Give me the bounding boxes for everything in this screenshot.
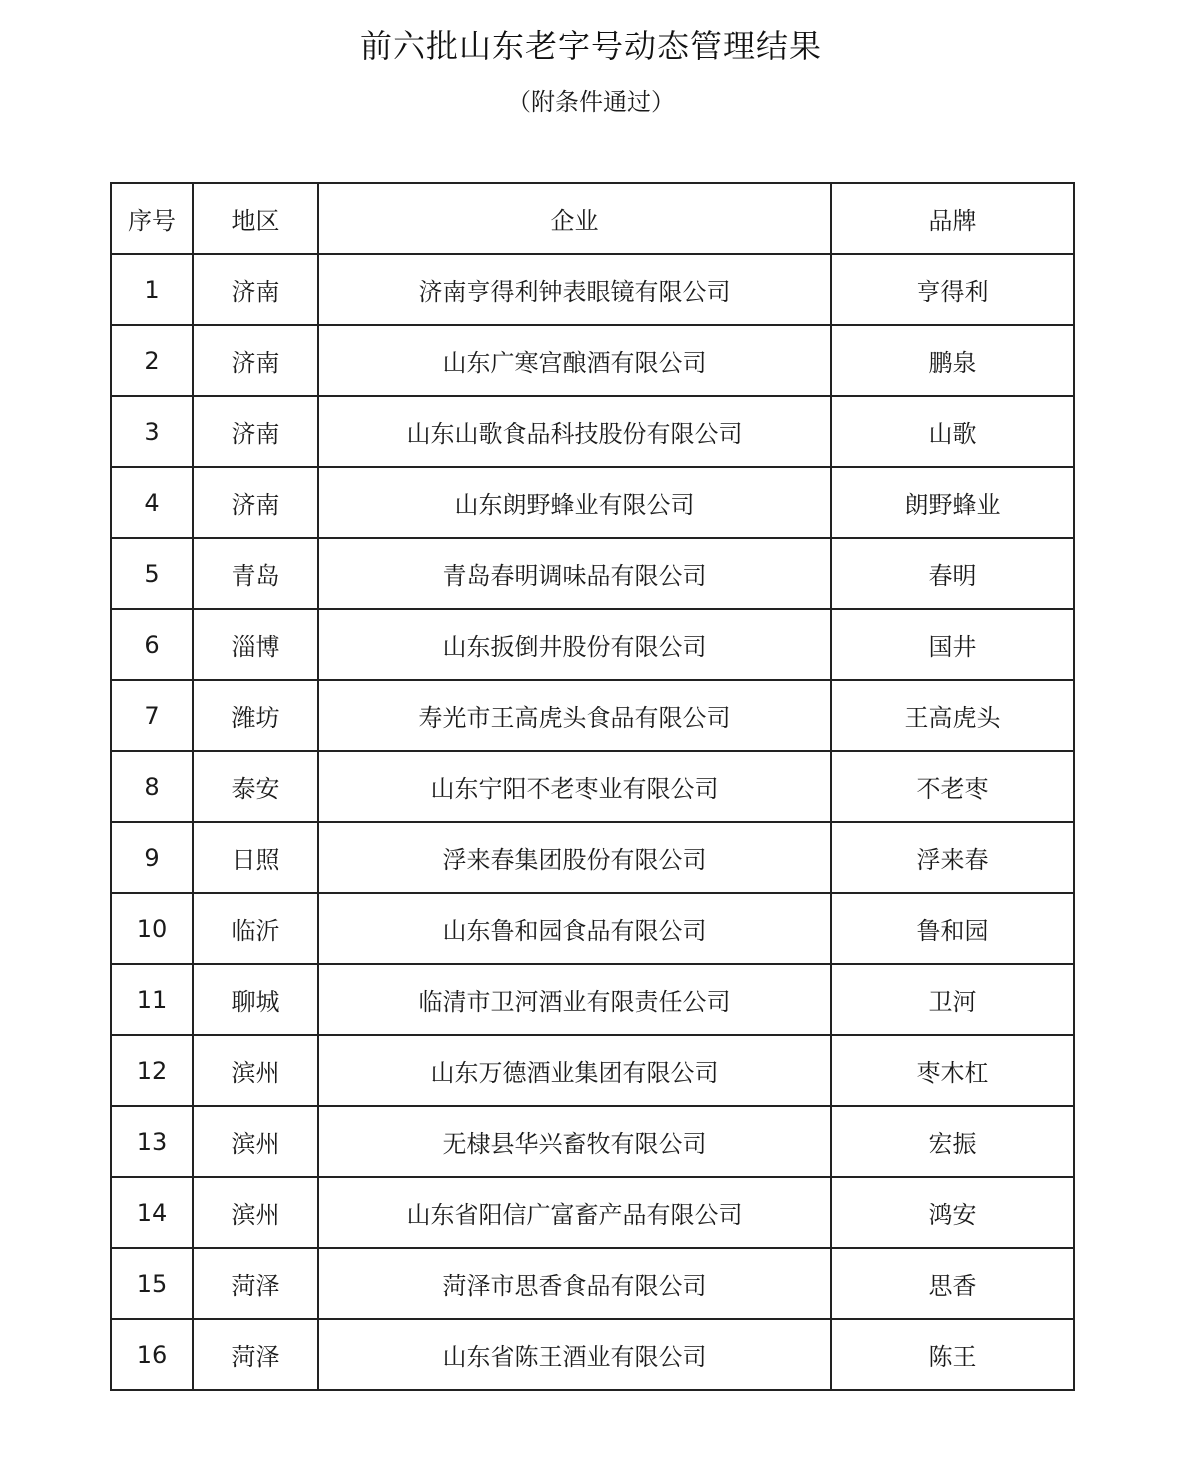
- cell-region: 菏泽: [193, 1248, 318, 1319]
- cell-region: 淄博: [193, 609, 318, 680]
- table-row: [111, 538, 1074, 609]
- cell-brand: 不老枣: [831, 751, 1074, 822]
- cell-region: 临沂: [193, 893, 318, 964]
- cell-region: 泰安: [193, 751, 318, 822]
- table-row: [111, 254, 1074, 325]
- cell-index: 6: [111, 609, 193, 680]
- cell-region: 济南: [193, 467, 318, 538]
- cell-index: 15: [111, 1248, 193, 1319]
- table-row: [111, 1248, 1074, 1319]
- document-subtitle: （附条件通过）: [507, 88, 675, 116]
- cell-brand: 宏振: [831, 1106, 1074, 1177]
- cell-index: 4: [111, 467, 193, 538]
- cell-company: 临清市卫河酒业有限责任公司: [318, 964, 831, 1035]
- cell-region: 济南: [193, 254, 318, 325]
- cell-company: 浮来春集团股份有限公司: [318, 822, 831, 893]
- table-row: [111, 822, 1074, 893]
- table-row: [111, 893, 1074, 964]
- cell-brand: 浮来春: [831, 822, 1074, 893]
- cell-index: 14: [111, 1177, 193, 1248]
- cell-company: 山东山歌食品科技股份有限公司: [318, 396, 831, 467]
- table-body: [111, 254, 1074, 1390]
- cell-brand: 枣木杠: [831, 1035, 1074, 1106]
- cell-company: 寿光市王高虎头食品有限公司: [318, 680, 831, 751]
- cell-region: 滨州: [193, 1035, 318, 1106]
- cell-company: 山东鲁和园食品有限公司: [318, 893, 831, 964]
- document-title: 前六批山东老字号动态管理结果: [359, 27, 822, 65]
- table-row: [111, 467, 1074, 538]
- table-row: [111, 1106, 1074, 1177]
- cell-index: 2: [111, 325, 193, 396]
- table-row: [111, 751, 1074, 822]
- table-row: [111, 396, 1074, 467]
- cell-brand: 朗野蜂业: [831, 467, 1074, 538]
- header-region: 地区: [193, 183, 318, 254]
- cell-region: 滨州: [193, 1106, 318, 1177]
- header-index: 序号: [111, 183, 193, 254]
- cell-index: 5: [111, 538, 193, 609]
- table-row: [111, 1319, 1074, 1390]
- cell-index: 16: [111, 1319, 193, 1390]
- cell-index: 13: [111, 1106, 193, 1177]
- table-header-row: [111, 183, 1074, 254]
- cell-index: 7: [111, 680, 193, 751]
- header-brand: 品牌: [831, 183, 1074, 254]
- cell-region: 青岛: [193, 538, 318, 609]
- cell-region: 济南: [193, 325, 318, 396]
- cell-company: 山东广寒宫酿酒有限公司: [318, 325, 831, 396]
- cell-region: 菏泽: [193, 1319, 318, 1390]
- cell-brand: 国井: [831, 609, 1074, 680]
- cell-company: 青岛春明调味品有限公司: [318, 538, 831, 609]
- cell-company: 山东万德酒业集团有限公司: [318, 1035, 831, 1106]
- cell-brand: 王高虎头: [831, 680, 1074, 751]
- cell-region: 潍坊: [193, 680, 318, 751]
- cell-company: 山东省阳信广富畜产品有限公司: [318, 1177, 831, 1248]
- cell-brand: 山歌: [831, 396, 1074, 467]
- cell-index: 11: [111, 964, 193, 1035]
- table-row: [111, 964, 1074, 1035]
- cell-brand: 春明: [831, 538, 1074, 609]
- table-row: [111, 680, 1074, 751]
- cell-region: 日照: [193, 822, 318, 893]
- cell-region: 滨州: [193, 1177, 318, 1248]
- table-row: [111, 1035, 1074, 1106]
- cell-company: 山东扳倒井股份有限公司: [318, 609, 831, 680]
- table-row: [111, 1177, 1074, 1248]
- cell-company: 济南亨得利钟表眼镜有限公司: [318, 254, 831, 325]
- cell-brand: 陈王: [831, 1319, 1074, 1390]
- cell-company: 菏泽市思香食品有限公司: [318, 1248, 831, 1319]
- cell-company: 山东朗野蜂业有限公司: [318, 467, 831, 538]
- results-table: [110, 182, 1075, 1391]
- cell-region: 聊城: [193, 964, 318, 1035]
- cell-region: 济南: [193, 396, 318, 467]
- cell-company: 山东宁阳不老枣业有限公司: [318, 751, 831, 822]
- cell-index: 9: [111, 822, 193, 893]
- cell-index: 8: [111, 751, 193, 822]
- cell-brand: 鲁和园: [831, 893, 1074, 964]
- cell-index: 12: [111, 1035, 193, 1106]
- cell-index: 3: [111, 396, 193, 467]
- cell-company: 无棣县华兴畜牧有限公司: [318, 1106, 831, 1177]
- cell-brand: 卫河: [831, 964, 1074, 1035]
- cell-index: 1: [111, 254, 193, 325]
- cell-brand: 鸿安: [831, 1177, 1074, 1248]
- table-row: [111, 325, 1074, 396]
- cell-brand: 亨得利: [831, 254, 1074, 325]
- cell-company: 山东省陈王酒业有限公司: [318, 1319, 831, 1390]
- header-company: 企业: [318, 183, 831, 254]
- cell-brand: 思香: [831, 1248, 1074, 1319]
- cell-brand: 鹏泉: [831, 325, 1074, 396]
- cell-index: 10: [111, 893, 193, 964]
- table-row: [111, 609, 1074, 680]
